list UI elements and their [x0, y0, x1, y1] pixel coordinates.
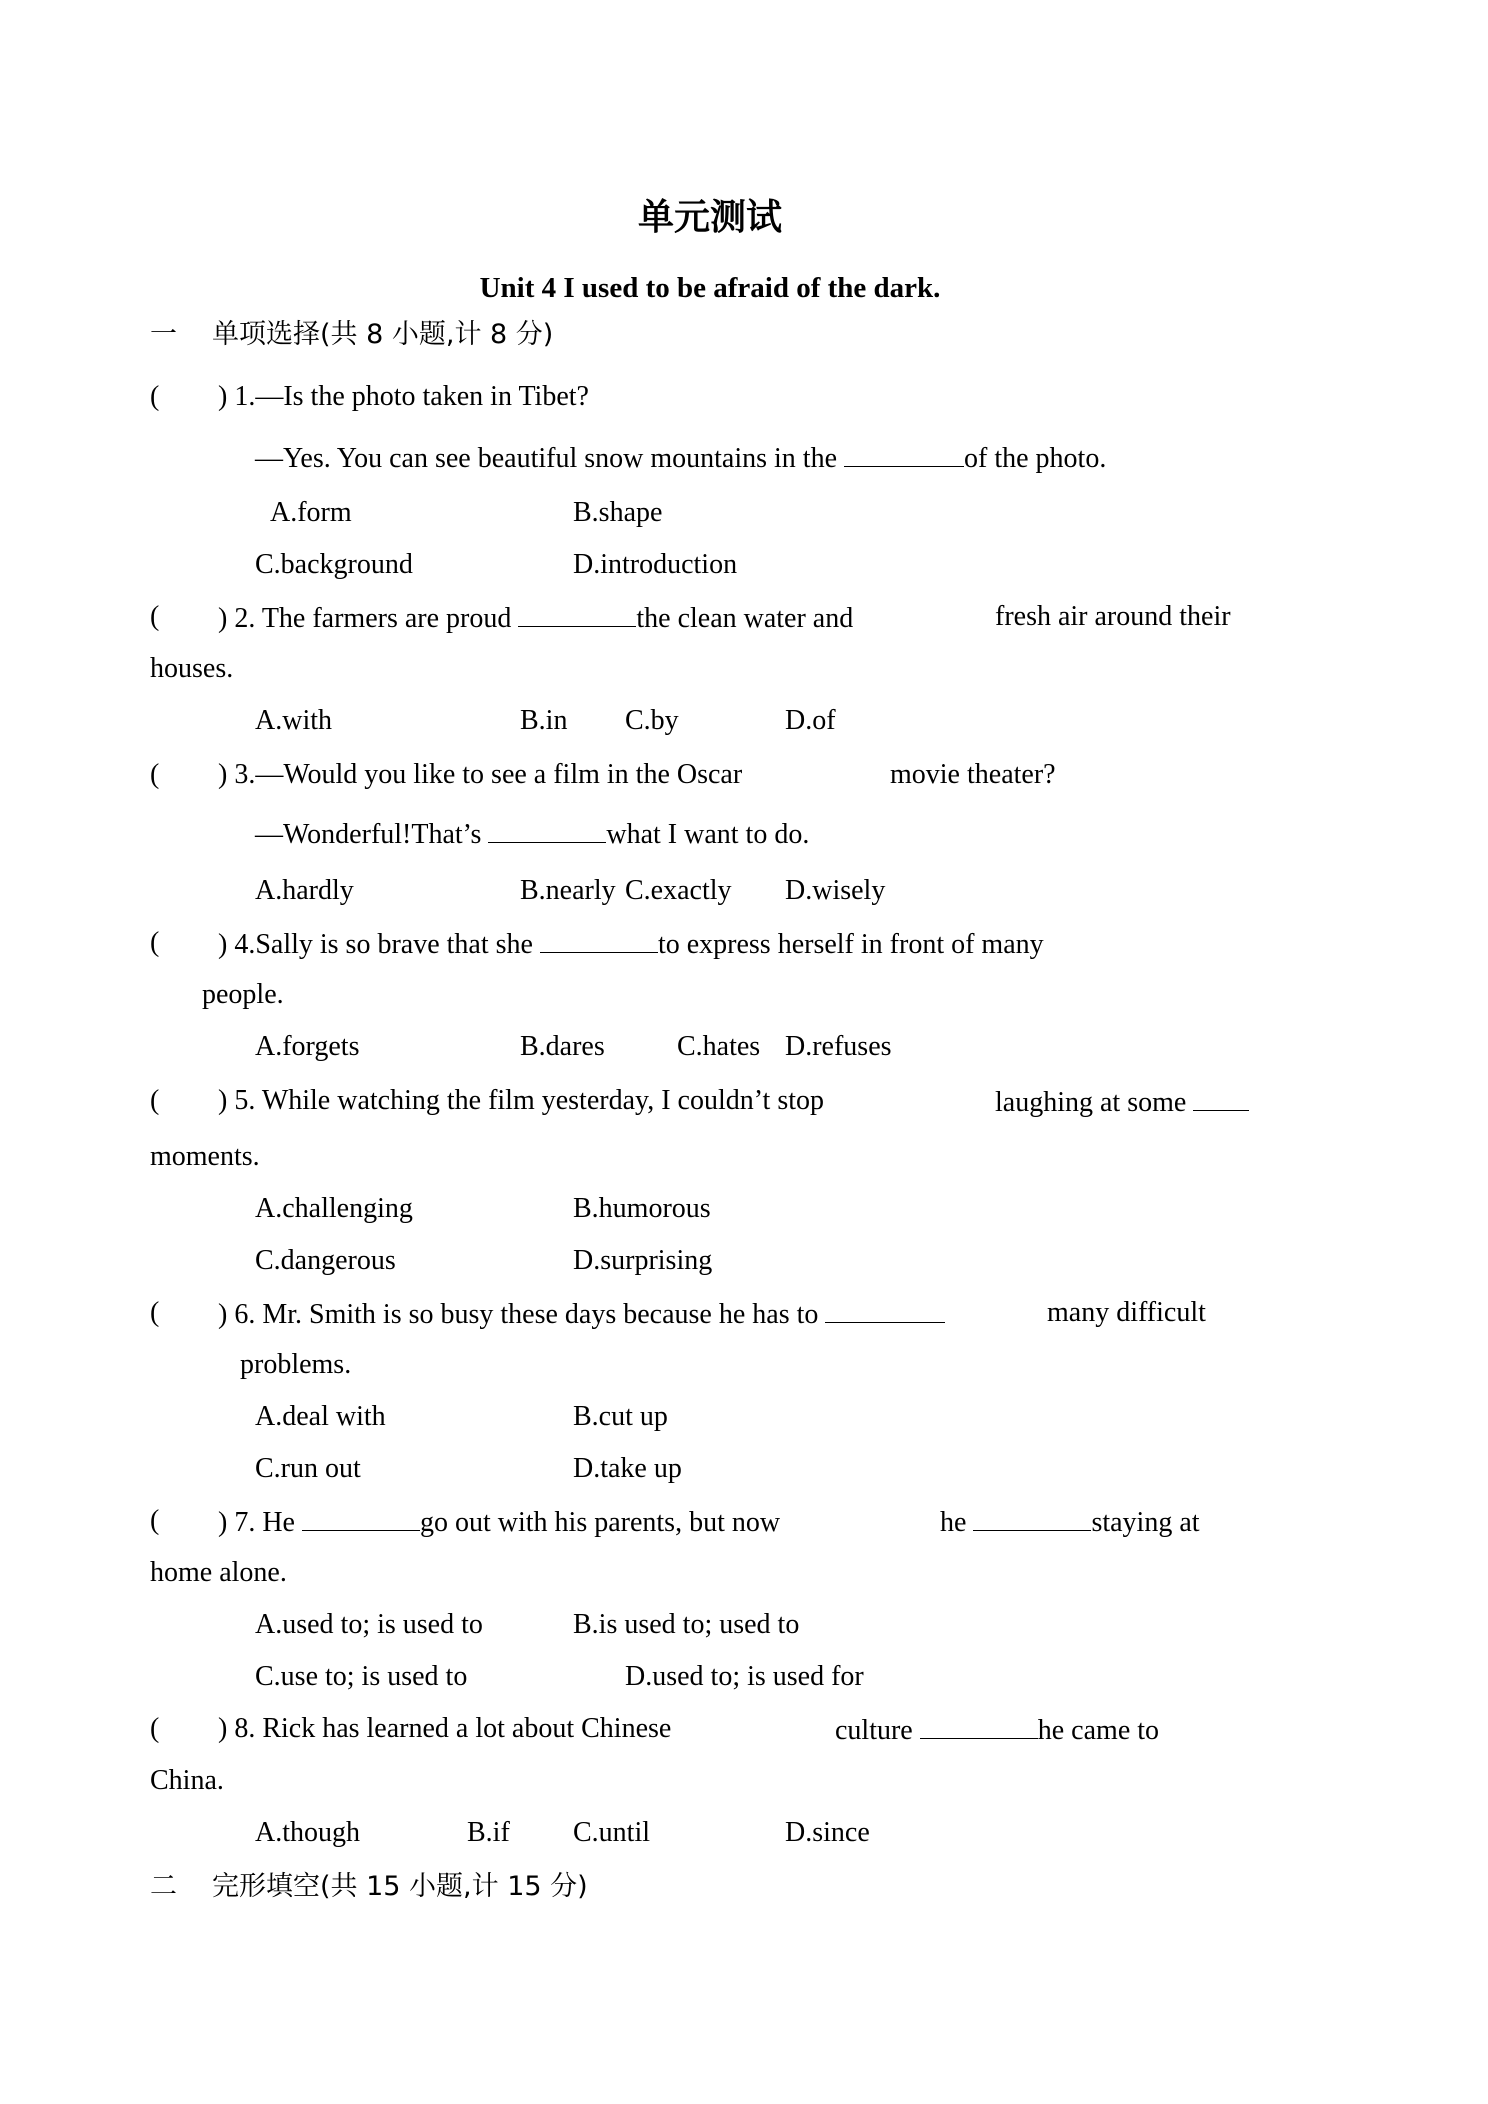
q7-stem-b: go out with his parents, but now: [419, 1507, 781, 1538]
q3-open-paren: (: [150, 759, 160, 790]
q1-option-a[interactable]: A.form: [270, 497, 352, 528]
q4-option-b[interactable]: B.dares: [520, 1031, 605, 1062]
q4-open-paren: (: [150, 927, 160, 958]
q7-stem-tail: [940, 1504, 1200, 1540]
q2-option-a[interactable]: A.with: [255, 705, 332, 736]
section-1-number: 一: [150, 319, 177, 350]
q6-stem: [218, 1296, 945, 1332]
q6-stem-tail: many difficult: [1047, 1297, 1206, 1328]
q1-option-d[interactable]: D.introduction: [573, 549, 738, 580]
q7-continuation: home alone.: [150, 1557, 287, 1588]
q6-blank[interactable]: [825, 1296, 945, 1323]
q8-tail-b: he came to: [1037, 1715, 1160, 1746]
q3-option-d[interactable]: D.wisely: [785, 875, 886, 906]
q2-stem: [218, 600, 853, 636]
q5-open-paren: (: [150, 1085, 160, 1116]
q4-continuation: people.: [202, 979, 284, 1010]
q7-option-d[interactable]: D.used to; is used for: [625, 1661, 864, 1692]
q1-stem: ) 1.—Is the photo taken in Tibet?: [218, 381, 589, 412]
q3-stem-tail: movie theater?: [890, 759, 1056, 790]
q7-option-c[interactable]: C.use to; is used to: [255, 1661, 468, 1692]
q8-stem-tail: [835, 1712, 1159, 1748]
q7-stem: [218, 1504, 780, 1540]
q6-option-b[interactable]: B.cut up: [573, 1401, 668, 1432]
q7-tail-b: staying at: [1091, 1507, 1200, 1538]
q8-option-c[interactable]: C.until: [573, 1817, 651, 1848]
page-title: 单元测试: [637, 197, 782, 238]
q6-option-d[interactable]: D.take up: [573, 1453, 682, 1484]
q3-option-c[interactable]: C.exactly: [625, 875, 732, 906]
q5-stem-tail: [995, 1084, 1249, 1120]
q1-blank[interactable]: [844, 440, 964, 467]
q5-option-b[interactable]: B.humorous: [573, 1193, 711, 1224]
q1-line2: [255, 440, 1106, 476]
q2-stem-b: the clean water and: [636, 603, 854, 634]
q4-stem-b: to express herself in front of many: [657, 929, 1044, 960]
q1-line2-a: —Yes. You can see beautiful snow mountains in the: [255, 443, 845, 474]
q2-open-paren: (: [150, 601, 160, 632]
q7-option-b[interactable]: B.is used to; used to: [573, 1609, 800, 1640]
q8-continuation: China.: [150, 1765, 224, 1796]
q5-blank[interactable]: [1193, 1084, 1249, 1111]
q3-option-b[interactable]: B.nearly: [520, 875, 616, 906]
q3-option-a[interactable]: A.hardly: [255, 875, 354, 906]
q2-stem-tail: fresh air around their: [995, 601, 1231, 632]
q3-line2-a: —Wonderful!That’s: [255, 819, 489, 850]
q2-option-c[interactable]: C.by: [625, 705, 679, 736]
q6-stem-a: ) 6. Mr. Smith is so busy these days because he has to: [218, 1299, 826, 1330]
q2-continuation: houses.: [150, 653, 234, 684]
q1-line2-b: of the photo.: [964, 443, 1107, 474]
q3-stem: ) 3.—Would you like to see a film in the Oscar: [218, 759, 743, 790]
q6-continuation: problems.: [240, 1349, 352, 1380]
q8-open-paren: (: [150, 1713, 160, 1744]
q2-option-b[interactable]: B.in: [520, 705, 568, 736]
q4-option-a[interactable]: A.forgets: [255, 1031, 360, 1062]
q3-line2: [255, 816, 809, 852]
q7-option-a[interactable]: A.used to; is used to: [255, 1609, 483, 1640]
q5-stem: ) 5. While watching the film yesterday, I couldn’t stop: [218, 1085, 825, 1116]
q3-blank[interactable]: [488, 816, 606, 843]
q5-option-c[interactable]: C.dangerous: [255, 1245, 396, 1276]
q8-option-a[interactable]: A.though: [255, 1817, 360, 1848]
q4-option-d[interactable]: D.refuses: [785, 1031, 892, 1062]
section-2-number: 二: [150, 1871, 177, 1902]
q6-open-paren: (: [150, 1297, 160, 1328]
q5-continuation: moments.: [150, 1141, 260, 1172]
q7-blank-2[interactable]: [973, 1504, 1091, 1531]
q4-option-c[interactable]: C.hates: [677, 1031, 761, 1062]
q8-stem: ) 8. Rick has learned a lot about Chinese: [218, 1713, 672, 1744]
q8-blank[interactable]: [920, 1712, 1038, 1739]
q6-option-c[interactable]: C.run out: [255, 1453, 361, 1484]
q7-tail-a: he: [940, 1507, 974, 1538]
q5-option-d[interactable]: D.surprising: [573, 1245, 713, 1276]
q8-tail-a: culture: [835, 1715, 920, 1746]
q2-stem-a: ) 2. The farmers are proud: [218, 603, 519, 634]
q4-stem: [218, 926, 1044, 962]
page-subtitle: Unit 4 I used to be afraid of the dark.: [479, 272, 941, 304]
q7-open-paren: (: [150, 1505, 160, 1536]
q7-blank-1[interactable]: [302, 1504, 420, 1531]
section-2-heading: 完形填空(共 15 小题,计 15 分): [212, 1871, 588, 1902]
q2-option-d[interactable]: D.of: [785, 705, 836, 736]
q5-option-a[interactable]: A.challenging: [255, 1193, 413, 1224]
q8-option-b[interactable]: B.if: [467, 1817, 510, 1848]
section-1-heading: 单项选择(共 8 小题,计 8 分): [212, 319, 554, 350]
q7-stem-a: ) 7. He: [218, 1507, 302, 1538]
q4-stem-a: ) 4.Sally is so brave that she: [218, 929, 540, 960]
q1-option-c[interactable]: C.background: [255, 549, 413, 580]
q2-blank[interactable]: [518, 600, 636, 627]
q3-line2-b: what I want to do.: [606, 819, 810, 850]
q4-blank[interactable]: [540, 926, 658, 953]
q1-option-b[interactable]: B.shape: [573, 497, 663, 528]
q6-option-a[interactable]: A.deal with: [255, 1401, 386, 1432]
q5-stem-tail-text: laughing at some: [995, 1087, 1194, 1118]
q8-option-d[interactable]: D.since: [785, 1817, 870, 1848]
q1-open-paren: (: [150, 381, 160, 412]
